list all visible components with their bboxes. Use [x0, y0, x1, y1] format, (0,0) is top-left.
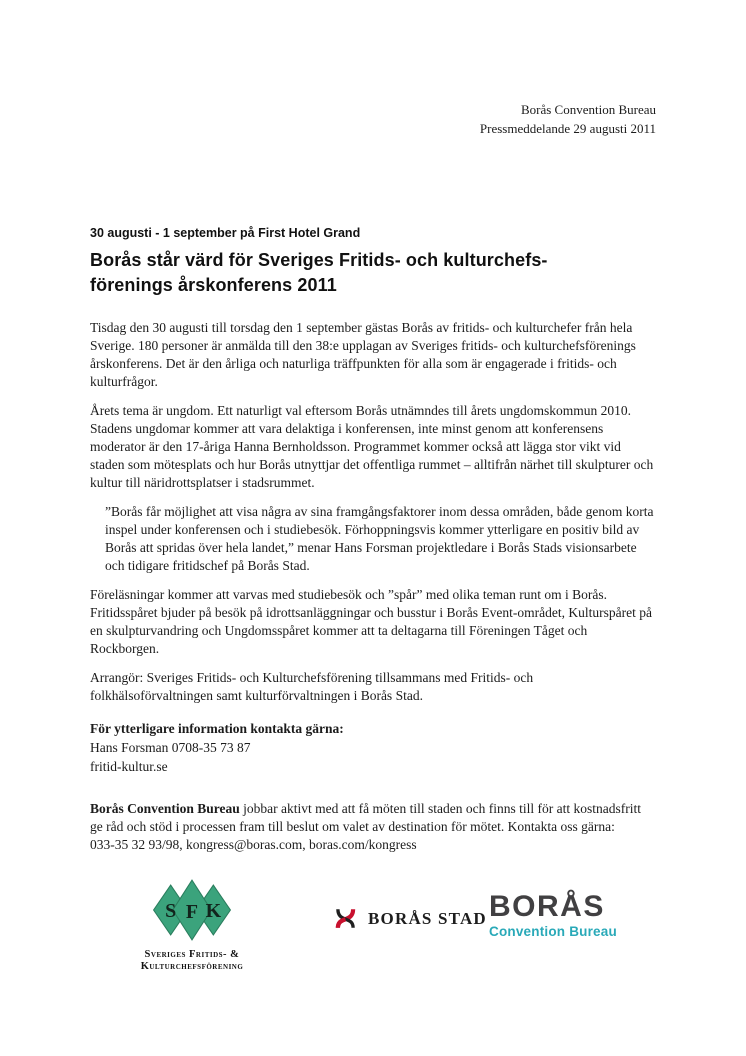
convention-bureau-tagline: Convention Bureau: [489, 924, 617, 939]
about-lead: Borås Convention Bureau: [90, 801, 240, 816]
document-header: [480, 100, 656, 138]
about-paragraph: [90, 800, 656, 854]
boras-stad-logo: [332, 905, 487, 932]
contact-phone-line: Hans Forsman 0708-35 73 87: [90, 740, 251, 755]
convention-bureau-logo: [489, 892, 617, 939]
sfk-diamonds-icon: [148, 878, 236, 942]
header-organization: Borås Convention Bureau: [520, 102, 656, 117]
paragraph-intro: Tisdag den 30 augusti till torsdag den 1 september gästas Borås av fritids- och kulturchefer från hela Sverige. 180 personer är anmälda till den 38:e upplagan av Sveriges fritids- och kulturchefsförenings årskonferens. Det är den årliga och naturliga träffpunkten för alla som är engagerade i fritids- och kulturfrågor.: [90, 320, 636, 389]
kicker: 30 augusti - 1 september på First Hotel Grand: [90, 226, 361, 240]
sfk-caption: [118, 949, 266, 973]
title-line-1: Borås står värd för Sveriges Fritids- och kulturchefs-: [90, 250, 548, 270]
sfk-caption-line-1: Sveriges Fritids- &: [144, 949, 240, 960]
about-contact-line: 033-35 32 93/98, kongress@boras.com, boras.com/kongress: [90, 837, 417, 852]
paragraph-organizer: Arrangör: Sveriges Fritids- och Kulturchefsförening tillsammans med Fritids- och folkhälsoförvaltningen samt kulturförvaltningen i Borås Stad.: [90, 670, 534, 703]
sfk-letter-f: F: [185, 900, 199, 923]
contact-section: [90, 719, 656, 776]
contact-heading: För ytterligare information kontakta gärna:: [90, 721, 344, 736]
article-title: [90, 248, 656, 298]
header-date-line: Pressmeddelande 29 augusti 2011: [479, 121, 656, 136]
about-text: jobbar aktivt med att få möten till staden och finns till för att kostnadsfritt ge råd och stöd i processen fram till beslut om valet av destination för mötet. Kontakta oss gärna:: [90, 801, 641, 834]
sfk-logo: [118, 878, 266, 973]
footer-logos: [0, 872, 746, 1002]
article-body: [90, 226, 656, 865]
paragraph-theme: Årets tema är ungdom. Ett naturligt val eftersom Borås utnämndes till årets ungdomskommun 2010. Stadens ungdomar kommer att vara delaktiga i konferensen, inte minst genom att konferensens moderator är den 17-åriga Hanna Bernholdsson. Programmet kommer också att lägga stor vikt vid staden som mötesplats och hur Borås utnyttjar det offentliga rummet – alltifrån närhet till skulpturer och kultur till näridrottsplatser i stadsrummet.: [90, 403, 654, 490]
title-line-2: förenings årskonferens 2011: [90, 275, 337, 295]
boras-stad-label: BORÅS STAD: [368, 908, 487, 928]
contact-website: fritid-kultur.se: [90, 759, 168, 774]
quote-paragraph: ”Borås får möjlighet att visa några av sina framgångsfaktorer inom dessa områden, både genom korta inspel under konferensen och i studiebesök. Förhoppningsvis kommer ytterligare en positiv bild av Borås att spridas över hela landet,” menar Hans Forsman projektledare i Borås Stads visionsarbete och tidigare fritidschef på Borås Stad.: [105, 504, 654, 573]
boras-stad-emblem-icon: [332, 905, 359, 932]
sfk-letter-k: K: [205, 900, 222, 923]
sfk-caption-line-2: Kulturchefsförening: [140, 961, 244, 972]
sfk-letter-s: S: [165, 900, 177, 923]
convention-bureau-name: BORÅS: [489, 890, 605, 923]
paragraph-program: Föreläsningar kommer att varvas med studiebesök och ”spår” med olika teman runt om i Borås. Fritidsspåret bjuder på besök på idrottsanläggningar och busstur i Borås Event-området, Kulturspåret på en skulpturvandring och Ungdomsspåret kommer att ta deltagarna till Föreningen Tåget och Rockborgen.: [90, 587, 652, 656]
